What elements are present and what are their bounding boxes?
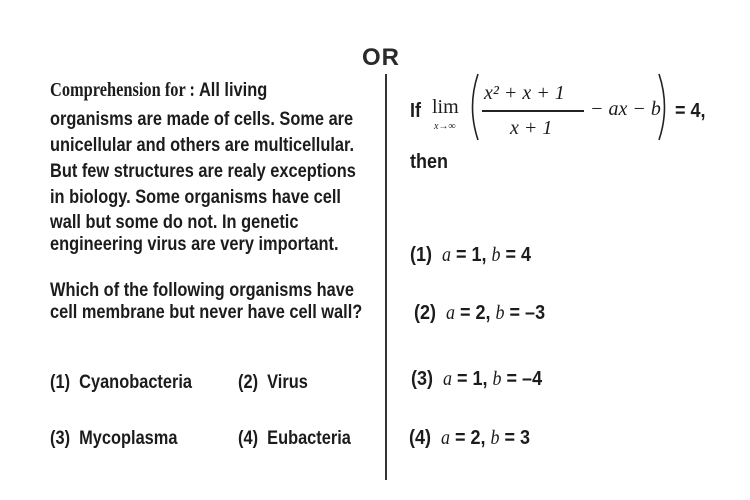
option-number: (2) (238, 371, 259, 393)
limit-tail: − ax − b (590, 98, 661, 120)
lim-subscript: x→∞ (434, 121, 456, 132)
fraction-denominator: x + 1 (510, 117, 553, 139)
passage-line-3: unicellular and others are multicellular. (50, 134, 355, 156)
b-value: = 4 (500, 244, 532, 266)
option-text: Mycoplasma (79, 427, 178, 449)
option-text: Cyanobacteria (79, 371, 193, 393)
a-value: = 1, (452, 368, 493, 390)
right-option-4[interactable] (409, 427, 530, 450)
lim-symbol: lim (432, 96, 459, 118)
option-number: (1) (50, 371, 71, 393)
option-number: (3) (50, 427, 71, 449)
question-line-2: cell membrane but never have cell wall? (50, 301, 363, 323)
passage-line-2: organisms are made of cells. Some are (50, 108, 354, 130)
left-paren-icon (466, 72, 480, 142)
passage-line-1 (50, 78, 267, 103)
column-divider (385, 74, 387, 480)
var-b: b (490, 427, 500, 449)
passage-line-5: in biology. Some organisms have cell (50, 186, 341, 208)
option-number: (4) (238, 427, 259, 449)
option-text: Eubacteria (267, 427, 351, 449)
right-option-2[interactable] (414, 302, 545, 325)
var-b: b (491, 244, 501, 266)
var-b: b (495, 302, 505, 324)
b-value: = –4 (501, 368, 543, 390)
passage-text: All living (198, 79, 268, 101)
limit-equals: = 4, (675, 100, 706, 122)
var-a: a (442, 244, 452, 266)
passage-line-4: But few structures are realy exceptions (50, 160, 356, 182)
if-label: If (410, 100, 421, 122)
left-option-3[interactable] (50, 426, 177, 450)
a-value: = 1, (451, 244, 492, 266)
option-number: (3) (411, 368, 434, 390)
b-value: = –3 (504, 302, 546, 324)
left-option-2[interactable] (238, 370, 308, 394)
fraction-numerator: x² + x + 1 (484, 82, 565, 104)
or-label: OR (362, 44, 400, 71)
right-option-3[interactable] (411, 368, 542, 391)
option-number: (1) (410, 244, 433, 266)
left-option-1[interactable] (50, 370, 192, 394)
b-value: = 3 (499, 427, 531, 449)
right-option-1[interactable] (410, 244, 531, 267)
fraction-bar (482, 110, 584, 112)
passage-line-7: engineering virus are very important. (50, 233, 339, 255)
passage-line-6: wall but some do not. In genetic (50, 211, 299, 233)
comprehension-heading: Comprehension for : (50, 80, 196, 101)
a-value: = 2, (450, 427, 491, 449)
var-a: a (446, 302, 456, 324)
option-text: Virus (267, 371, 308, 393)
var-a: a (441, 427, 451, 449)
then-label: then (410, 151, 448, 173)
left-option-4[interactable] (238, 426, 351, 450)
question-line-1: Which of the following organisms have (50, 279, 354, 301)
var-b: b (492, 368, 502, 390)
var-a: a (443, 368, 453, 390)
option-number: (4) (409, 427, 432, 449)
option-number: (2) (414, 302, 437, 324)
a-value: = 2, (455, 302, 496, 324)
